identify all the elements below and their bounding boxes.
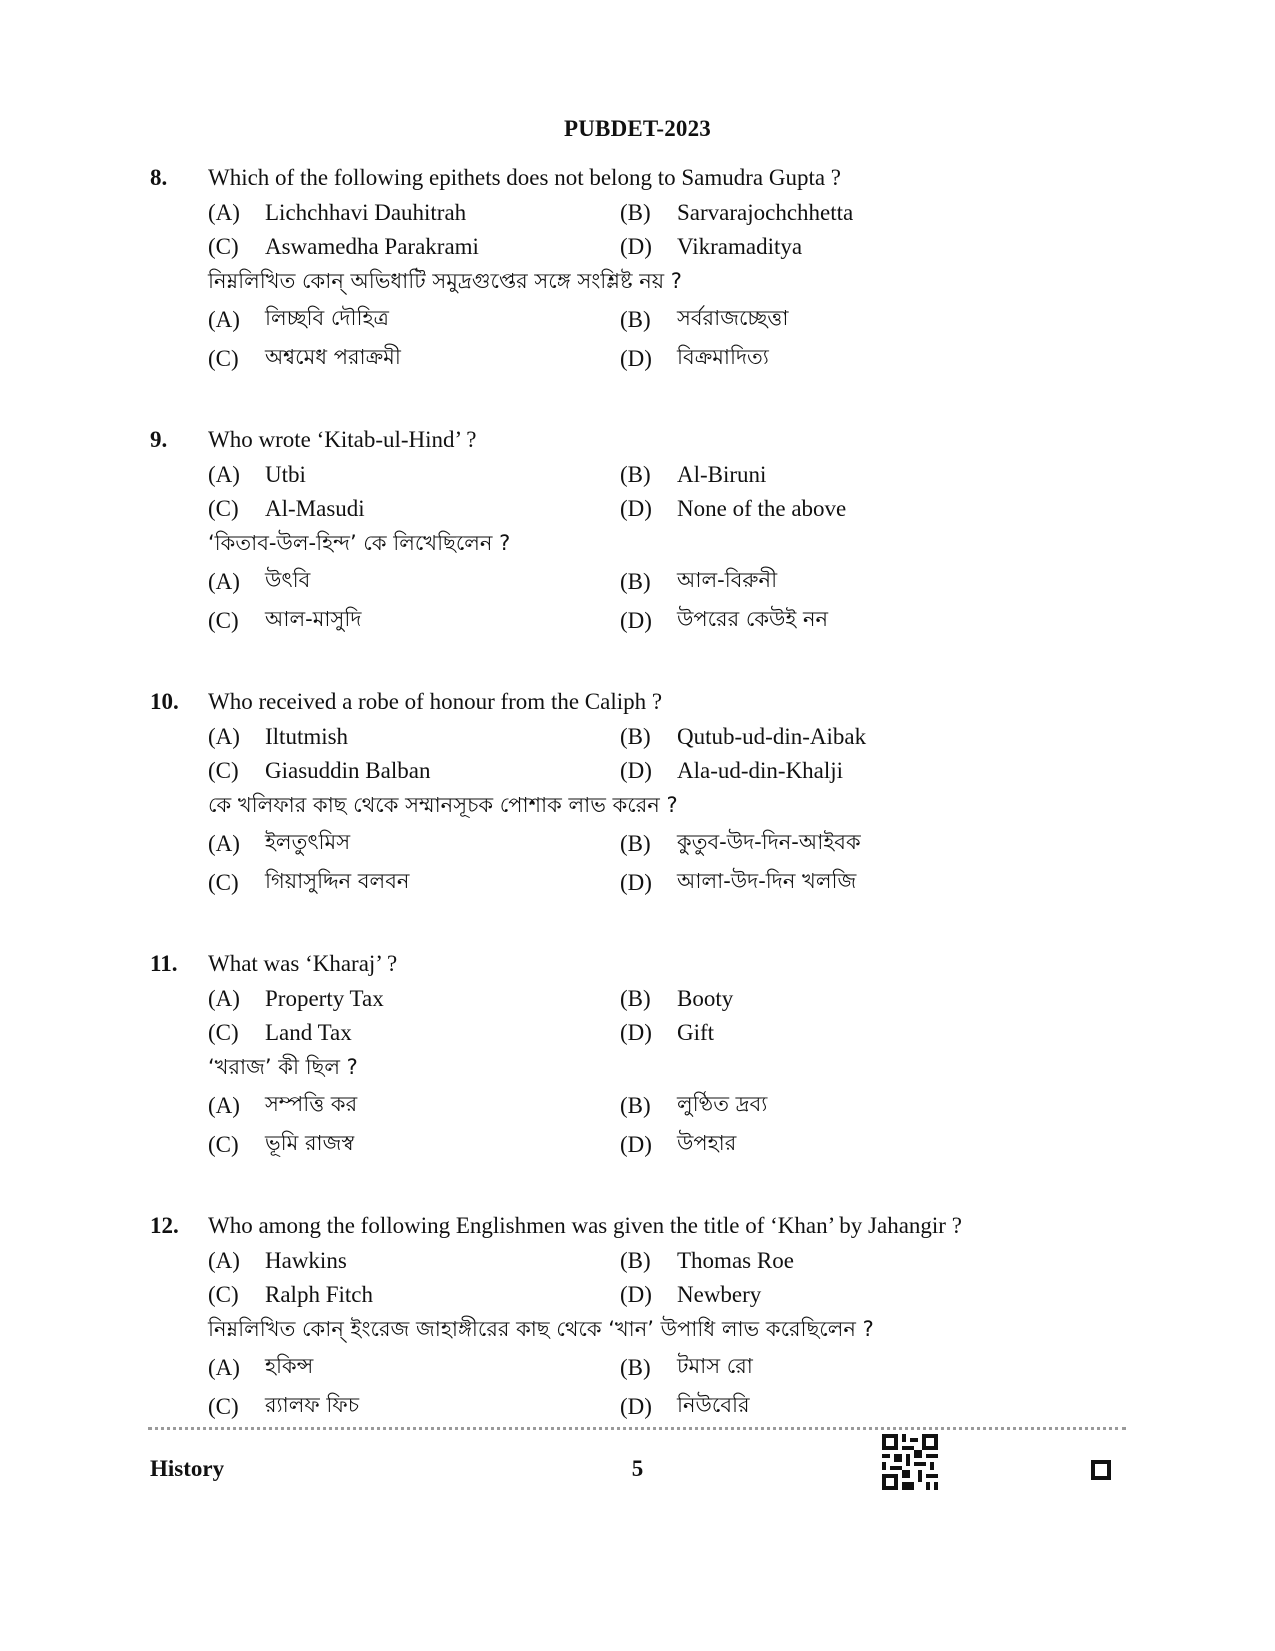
question-text-bengali	[150, 526, 1150, 562]
option-a	[208, 724, 620, 750]
question-item	[150, 160, 1150, 422]
page-number: 5	[631, 1456, 644, 1481]
question-text-bn: ‘খরাজ’ কী ছিল ?	[208, 1054, 358, 1079]
option-label: (A)	[208, 306, 240, 332]
option-label: (A)	[208, 1092, 240, 1118]
option-c-bn	[208, 1127, 620, 1162]
option-c-bn	[208, 341, 620, 376]
square-marker-icon	[1091, 1460, 1111, 1480]
option-row-bengali	[150, 1348, 1150, 1387]
option-text: Aswamedha Parakrami	[265, 234, 479, 259]
option-text: Booty	[677, 986, 734, 1011]
option-label: (C)	[208, 234, 239, 259]
option-a-bn	[208, 1350, 620, 1385]
question-text: Who wrote ‘Kitab-ul-Hind’ ?	[208, 427, 477, 452]
option-row	[150, 458, 1150, 492]
option-a-bn	[208, 826, 620, 861]
question-text-bn: ‘কিতাব-উল-হিন্দ’ কে লিখেছিলেন ?	[208, 530, 511, 555]
question-item	[150, 684, 1150, 946]
option-a-bn	[208, 564, 620, 599]
option-a	[208, 462, 620, 488]
option-text-bn: উৎবি	[265, 568, 311, 592]
option-label: (D)	[620, 1020, 652, 1045]
option-text-bn: টমাস রো	[677, 1354, 753, 1378]
option-label: (A)	[208, 830, 240, 856]
option-d	[620, 1020, 1032, 1046]
option-text: Property Tax	[265, 986, 384, 1011]
option-d-bn	[620, 603, 1032, 638]
option-row-bengali	[150, 339, 1150, 378]
option-text: Land Tax	[265, 1020, 352, 1045]
question-line	[150, 422, 1150, 458]
question-text-bn: নিম্নলিখিত কোন্ ইংরেজ জাহাঙ্গীরের কাছ থেকে ‘খান’ উপাধি লাভ করেছিলেন ?	[208, 1316, 874, 1341]
option-b-bn	[620, 826, 1032, 861]
option-text-bn: লুণ্ঠিত দ্রব্য	[677, 1092, 768, 1116]
option-b	[620, 724, 1032, 750]
option-label: (D)	[620, 607, 652, 633]
question-text: What was ‘Kharaj’ ?	[208, 951, 398, 976]
option-c	[208, 1282, 620, 1308]
option-b	[620, 200, 1032, 226]
question-number: 8.	[150, 165, 168, 190]
option-text-bn: উপহার	[677, 1131, 737, 1155]
option-d	[620, 1282, 1032, 1308]
question-line	[150, 160, 1150, 196]
option-text: None of the above	[677, 496, 847, 521]
option-text: Thomas Roe	[677, 1248, 794, 1273]
option-row	[150, 754, 1150, 788]
option-text-bn: উপরের কেউই নন	[677, 607, 829, 631]
option-label: (B)	[620, 830, 651, 856]
option-label: (D)	[620, 1282, 652, 1307]
option-b-bn	[620, 1088, 1032, 1123]
option-label: (C)	[208, 758, 239, 783]
option-text: Vikramaditya	[677, 234, 803, 259]
option-text-bn: গিয়াসুদ্দিন বলবন	[265, 869, 410, 893]
question-number: 9.	[150, 427, 168, 452]
option-label: (D)	[620, 758, 652, 783]
option-row-bengali	[150, 300, 1150, 339]
option-d-bn	[620, 1127, 1032, 1162]
option-d-bn	[620, 865, 1032, 900]
option-text-bn: আল-মাসুদি	[265, 607, 362, 631]
page-header	[0, 116, 1275, 142]
option-text-bn: ভূমি রাজস্ব	[265, 1131, 355, 1155]
option-text-bn: বিক্রমাদিত্য	[677, 345, 769, 369]
option-text: Hawkins	[265, 1248, 347, 1273]
option-text: Giasuddin Balban	[265, 758, 431, 783]
option-row	[150, 982, 1150, 1016]
option-label: (B)	[620, 1354, 651, 1380]
option-label: (C)	[208, 1020, 239, 1045]
option-text: Ala-ud-din-Khalji	[677, 758, 844, 783]
question-number: 12.	[150, 1213, 179, 1238]
option-text: Al-Masudi	[265, 496, 365, 521]
option-row	[150, 230, 1150, 264]
page-number-container	[0, 1456, 1275, 1482]
option-b-bn	[620, 564, 1032, 599]
option-label: (A)	[208, 724, 240, 749]
option-label: (A)	[208, 1248, 240, 1273]
option-row-bengali	[150, 863, 1150, 902]
option-b	[620, 1248, 1032, 1274]
option-label: (A)	[208, 462, 240, 487]
option-row-bengali	[150, 562, 1150, 601]
option-label: (B)	[620, 1092, 651, 1118]
option-c-bn	[208, 603, 620, 638]
option-label: (B)	[620, 1248, 651, 1273]
question-text-bengali	[150, 1050, 1150, 1086]
option-row-bengali	[150, 601, 1150, 640]
option-row	[150, 1278, 1150, 1312]
question-text: Who among the following Englishmen was given the title of ‘Khan’ by Jahangir ?	[208, 1213, 962, 1238]
exam-title: PUBDET-2023	[563, 116, 712, 141]
question-line	[150, 1208, 1150, 1244]
question-text-bn: কে খলিফার কাছ থেকে সম্মানসূচক পোশাক লাভ করেন ?	[208, 792, 678, 817]
question-text-bengali	[150, 1312, 1150, 1348]
option-label: (C)	[208, 1282, 239, 1307]
option-label: (B)	[620, 568, 651, 594]
option-label: (A)	[208, 1354, 240, 1380]
option-label: (C)	[208, 1131, 239, 1157]
question-text-bn: নিম্নলিখিত কোন্ অভিধাটি সমুদ্রগুপ্তের সঙ্গে সংশ্লিষ্ট নয় ?	[208, 268, 682, 293]
option-text-bn: লিচ্ছবি দৌহিত্র	[265, 306, 389, 330]
option-label: (D)	[620, 1131, 652, 1157]
option-text-bn: সম্পত্তি কর	[265, 1092, 358, 1116]
option-label: (C)	[208, 607, 239, 633]
option-c	[208, 1020, 620, 1046]
option-label: (D)	[620, 869, 652, 895]
option-text-bn: সর্বরাজচ্ছেত্তা	[677, 306, 789, 330]
question-text-bengali	[150, 264, 1150, 300]
option-b	[620, 462, 1032, 488]
option-label: (C)	[208, 869, 239, 895]
option-label: (B)	[620, 986, 651, 1011]
option-label: (C)	[208, 1393, 239, 1419]
option-row	[150, 1244, 1150, 1278]
option-label: (B)	[620, 724, 651, 749]
question-number: 10.	[150, 689, 179, 714]
option-label: (A)	[208, 986, 240, 1011]
option-text: Iltutmish	[265, 724, 349, 749]
question-item	[150, 1208, 1150, 1470]
question-text-bengali	[150, 788, 1150, 824]
option-label: (B)	[620, 306, 651, 332]
option-text-bn: আলা-উদ-দিন খলজি	[677, 869, 857, 893]
option-text: Newbery	[677, 1282, 762, 1307]
option-row	[150, 1016, 1150, 1050]
option-b	[620, 986, 1032, 1012]
option-d	[620, 758, 1032, 784]
option-text-bn: হকিন্স	[265, 1354, 314, 1378]
option-text-bn: ইলতুৎমিস	[265, 830, 351, 854]
option-label: (A)	[208, 200, 240, 225]
option-text-bn: র‍্যালফ ফিচ	[265, 1393, 360, 1417]
option-c-bn	[208, 865, 620, 900]
question-line	[150, 946, 1150, 982]
option-d-bn	[620, 1389, 1032, 1424]
option-text: Lichchhavi Dauhitrah	[265, 200, 467, 225]
option-text: Qutub-ud-din-Aibak	[677, 724, 867, 749]
option-row-bengali	[150, 1125, 1150, 1164]
question-list	[150, 160, 1150, 1470]
option-label: (B)	[620, 462, 651, 487]
option-c	[208, 234, 620, 260]
option-c-bn	[208, 1389, 620, 1424]
option-row-bengali	[150, 1387, 1150, 1426]
option-text-bn: অশ্বমেধ পরাক্রমী	[265, 345, 401, 369]
question-text: Who received a robe of honour from the Caliph ?	[208, 689, 663, 714]
option-row	[150, 196, 1150, 230]
option-text: Gift	[677, 1020, 715, 1045]
question-text: Which of the following epithets does not belong to Samudra Gupta ?	[208, 165, 842, 190]
option-d	[620, 234, 1032, 260]
option-label: (D)	[620, 1393, 652, 1419]
option-b-bn	[620, 1350, 1032, 1385]
option-label: (C)	[208, 496, 239, 521]
option-c	[208, 758, 620, 784]
option-b-bn	[620, 302, 1032, 337]
option-label: (D)	[620, 496, 652, 521]
option-text: Sarvarajochchhetta	[677, 200, 854, 225]
option-text: Al-Biruni	[677, 462, 767, 487]
option-text: Utbi	[265, 462, 306, 487]
option-label: (D)	[620, 345, 652, 371]
option-row	[150, 492, 1150, 526]
question-item	[150, 946, 1150, 1208]
option-row-bengali	[150, 824, 1150, 863]
option-a-bn	[208, 1088, 620, 1123]
option-label: (D)	[620, 234, 652, 259]
option-text-bn: আল-বিরুনী	[677, 568, 778, 592]
option-a-bn	[208, 302, 620, 337]
question-item	[150, 422, 1150, 684]
footer-subject: History	[150, 1456, 225, 1481]
option-a	[208, 1248, 620, 1274]
option-label: (C)	[208, 345, 239, 371]
option-c	[208, 496, 620, 522]
confidential-strip	[148, 1427, 1126, 1430]
option-d	[620, 496, 1032, 522]
option-text-bn: কুতুব-উদ-দিন-আইবক	[677, 830, 861, 854]
page-footer	[0, 1450, 1275, 1500]
question-number: 11.	[150, 951, 178, 976]
option-row-bengali	[150, 1086, 1150, 1125]
option-a	[208, 200, 620, 226]
qr-code-icon	[882, 1434, 938, 1490]
option-label: (B)	[620, 200, 651, 225]
option-row	[150, 720, 1150, 754]
option-text: Ralph Fitch	[265, 1282, 373, 1307]
option-text-bn: নিউবেরি	[677, 1393, 750, 1417]
question-line	[150, 684, 1150, 720]
option-label: (A)	[208, 568, 240, 594]
option-a	[208, 986, 620, 1012]
option-d-bn	[620, 341, 1032, 376]
